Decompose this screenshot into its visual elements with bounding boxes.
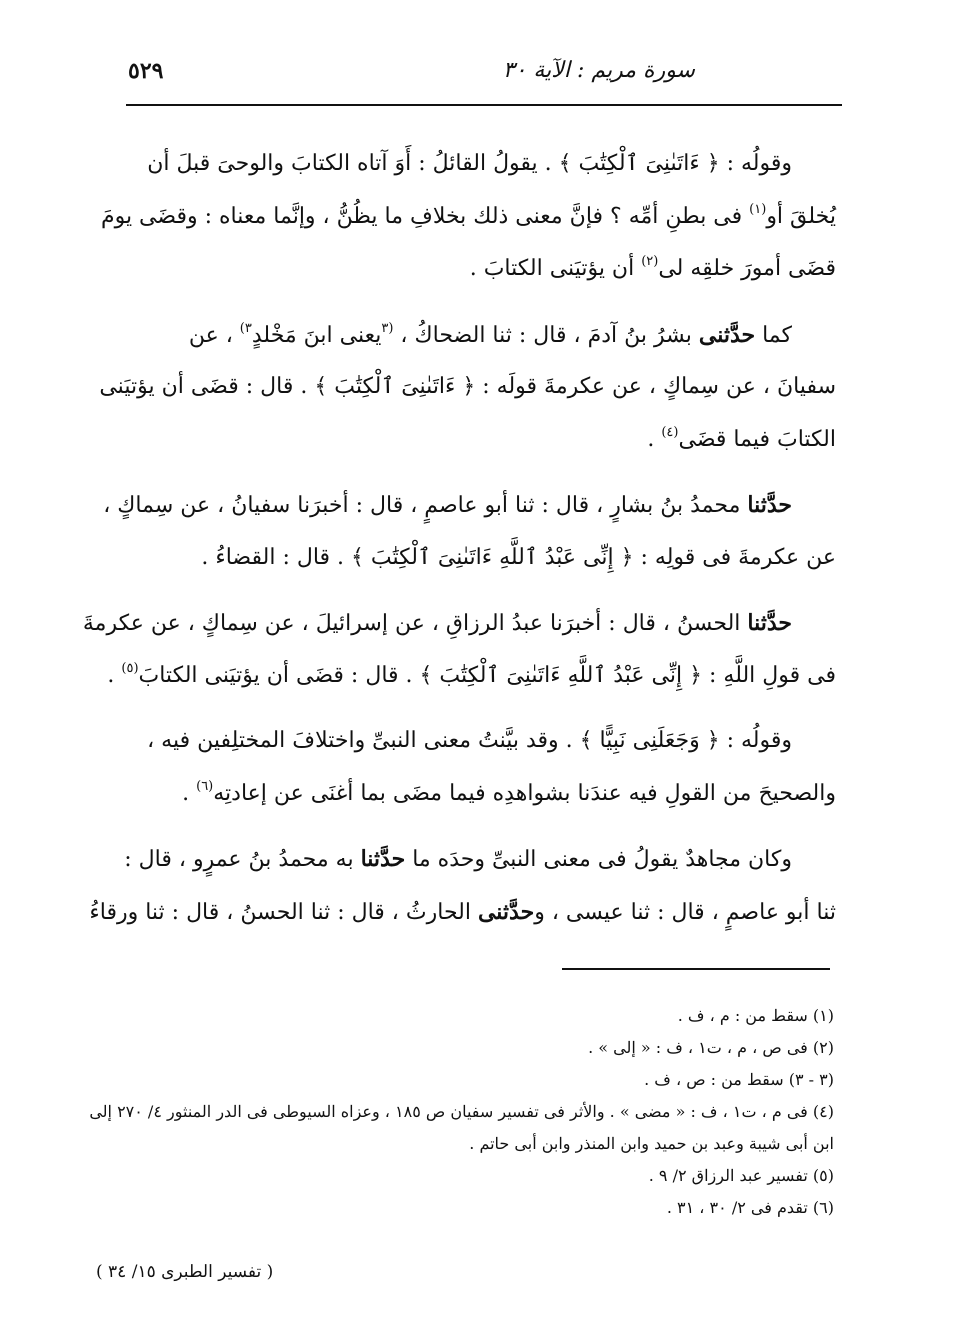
text-run: وكان مجاهدٌ يقولُ فى معنى النبىِّ وحدَه ما (405, 847, 792, 872)
hadith-keyword: حدَّثنا (747, 492, 792, 518)
text-run: فى بطنِ أمِّه ؟ فإنَّ معنى ذلك بخلافِ ما يظُنُّ ، وإنَّما معناه : وقضَى يومَ (100, 203, 750, 229)
footnote-2: (٢) فى ص ، م ، ت١ ، ف : « إلى » . (588, 1038, 834, 1057)
paragraph-1 (100, 138, 836, 296)
paragraph-5 (118, 715, 836, 820)
text-run: الحسنُ ، قال : أخبرَنا عبدُ الرزاقِ ، عن إسرائيلَ ، عن سِماكٍ ، عن عكرمةَ (82, 611, 748, 636)
text-run: به محمدُ بنُ عمرٍو ، قال : (124, 847, 361, 872)
text-run: ، عن (188, 322, 240, 348)
footnote-ref-3-open: (٣ (381, 320, 394, 336)
text-run: والصحيحَ من القولِ فيه عندَنا بشواهدِه فيما مضَى بما أغنَى عن إعادتِه (213, 780, 836, 806)
footnote-ref-3-close: ٣) (239, 320, 252, 336)
text-line (82, 597, 836, 650)
text-run: الكتابَ فيما قضَى (678, 426, 836, 452)
running-header-title: سورة مريم : الآية ٣٠ (502, 58, 695, 83)
text-run: ثنا أبو عاصمٍ ، قال : ثنا عيسى ، و (534, 899, 836, 925)
page-number: ٥٢٩ (128, 58, 164, 84)
text-line (100, 191, 836, 244)
footnotes (89, 1000, 834, 1224)
text-run: يعنى ابنَ مَخْلدٍ (251, 322, 382, 348)
text-line: وقولُه : ﴿ وَجَعَلَنِى نَبِيًّا ﴾ . وقد بيَّنتُ معنى النبىِّ واختلافَ المختلِفين فيه ، (147, 728, 792, 753)
footnote-ref-1: (١) (749, 201, 767, 217)
footnote-4-continued: ابن أبى شيبة وعبد بن حميد وابن المنذر وابن أبى حاتم . (469, 1134, 834, 1153)
hadith-keyword: حدَّثنى (477, 898, 535, 925)
text-line: سفيانَ ، عن سِماكٍ ، عن عكرمةَ قولَه : ﴿ ءَاتَىٰنِىَ ٱلْكِتَٰبَ ﴾ . قال : قضَى أن يؤتيَنى (99, 374, 836, 399)
text-run: أن يؤتيَنى الكتابَ . (469, 256, 642, 281)
paragraph-6 (89, 833, 836, 938)
hadith-keyword: حدَّثنا (747, 610, 792, 636)
text-run: كما (755, 322, 792, 348)
hadith-keyword: حدَّثنى (698, 321, 756, 348)
main-text (82, 138, 836, 951)
text-line (118, 833, 836, 886)
paragraph-2 (99, 309, 836, 467)
footnote-separator (562, 968, 830, 970)
text-line (89, 886, 836, 939)
text-run: يُخلقَ أو (766, 203, 836, 229)
header-rule (126, 104, 842, 106)
text-line: عن عكرمةَ فى قولِه : ﴿ إِنِّى عَبْدُ ٱللَّهِ ءَاتَىٰنِىَ ٱلْكِتَٰبَ ﴾ . قال : القضاءُ . (201, 544, 836, 570)
text-line (107, 650, 836, 703)
text-run: فى قولِ اللَّهِ : ﴿ إِنِّى عَبْدُ ٱللَّهِ ءَاتَىٰنِىَ ٱلْكِتَٰبَ ﴾ . قال : قضَى أن يؤتيَنى الكتابَ (138, 662, 836, 688)
footnote-ref-4: (٤) (661, 424, 679, 440)
text-run: محمدُ بنُ بشارٍ ، قال : ثنا أبو عاصمٍ ، قال : أخبرَنا سفيانُ ، عن سِماكٍ ، (103, 493, 748, 518)
text-line: وقولُه : ﴿ ءَاتَىٰنِىَ ٱلْكِتَٰبَ ﴾ . يقولُ القائلُ : أَوَ آتاه الكتابَ والوحىَ قبلَ أن (147, 151, 792, 176)
page-footer-reference: ( تفسير الطبرى ١٥/ ٣٤ ) (96, 1262, 274, 1282)
footnote-3: (٣ - ٣) سقط من : ص ، ف . (644, 1070, 834, 1089)
text-run: قضَى أمورَ خلقِه لى (658, 256, 836, 281)
footnote-5: (٥) تفسير عبد الرزاق ٢/ ٩ . (648, 1166, 834, 1185)
footnote-ref-6: (٦) (196, 778, 214, 794)
footnote-4: (٤) فى م ، ت١ ، ف : « مضى » . والأثر فى تفسير سفيان ص ١٨٥ ، وعزاه السيوطى فى الدر المنثور ٤/ ٢٧٠ إلى (89, 1102, 834, 1121)
text-run: الحارثُ ، قال : ثنا الحسنُ ، قال : ثنا ورقاءُ (89, 899, 478, 925)
text-line (103, 479, 836, 532)
hadith-keyword: حدَّثنا (360, 846, 406, 872)
text-run: . (107, 662, 122, 688)
paragraph-3 (103, 479, 836, 584)
text-run: . (647, 426, 662, 452)
paragraph-4 (82, 597, 836, 702)
text-line (118, 309, 836, 362)
footnote-6: (٦) تقدم فى ٢/ ٣٠ ، ٣١ . (666, 1198, 834, 1217)
text-line (118, 414, 836, 467)
text-line (118, 768, 836, 821)
text-run: بشرُ بنُ آدمَ ، قال : ثنا الضحاكُ ، (393, 322, 699, 348)
footnote-ref-5: (٥) (121, 660, 139, 676)
text-line (118, 243, 836, 296)
footnote-1: (١) سقط من : م ، ف . (677, 1006, 834, 1025)
footnote-ref-2: (٢) (641, 254, 659, 269)
text-run: . (182, 780, 197, 806)
